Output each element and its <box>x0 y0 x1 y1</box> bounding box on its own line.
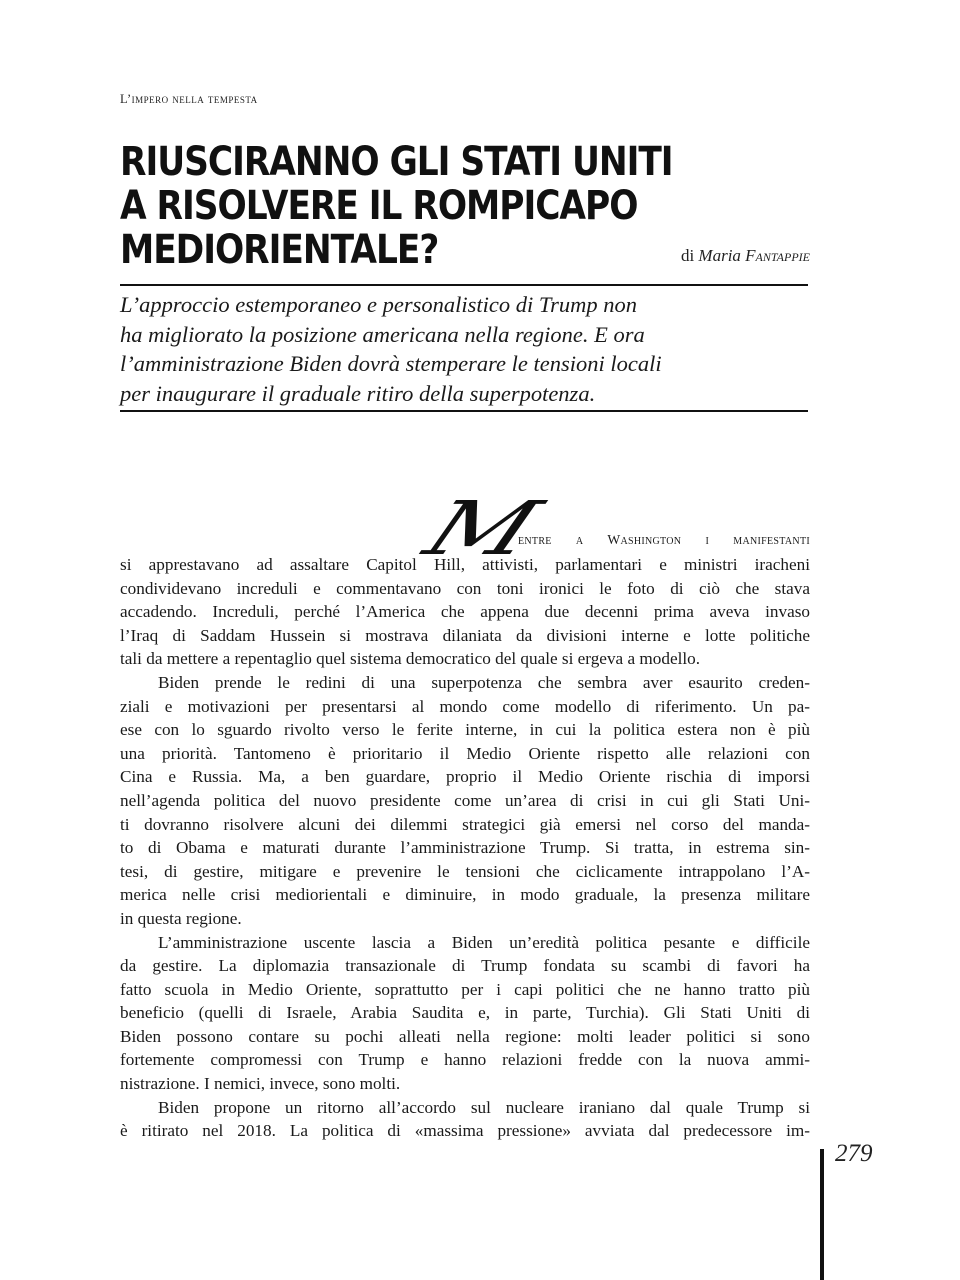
abstract <box>120 290 810 408</box>
body-line: to di Obama e maturati durante l’amministrazione Trump. Si tratta, in estrema sin- <box>120 838 810 858</box>
body-line: l’Iraq di Saddam Hussein si mostrava dilaniata da divisioni interne e lotte politiche <box>120 625 810 645</box>
byline <box>681 246 810 266</box>
body-line: ziali e motivazioni per presentarsi al mondo come modello di riferimento. Un pa- <box>120 696 810 716</box>
body-line: merica nelle crisi mediorientali e diminuire, in modo graduale, la presenza militare <box>120 885 810 905</box>
body-line: fatto scuola in Medio Oriente, soprattutto per i capi politici che ne hanno tratto più <box>120 979 810 999</box>
title-line: RIUSCIRANNO GLI STATI UNITI <box>120 139 673 185</box>
body-line: in questa regione. <box>120 908 242 928</box>
body-line: Cina e Russia. Ma, a ben guardare, proprio il Medio Oriente rischia di imporsi <box>120 767 810 787</box>
article-body <box>120 486 810 1143</box>
author-surname: Fantappie <box>745 246 810 265</box>
body-line: Biden prende le redini di una superpotenza che sembra aver esaurito creden- <box>158 672 810 692</box>
author-name: Maria <box>698 246 741 265</box>
body-line: beneficio (quelli di Israele, Arabia Saudita e, in parte, Turchia). Gli Stati Uniti di <box>120 1003 810 1023</box>
body-line: ti dovranno risolvere alcuni dei dilemmi strategici già emersi nel corso del manda- <box>120 814 810 834</box>
body-line: ese con lo sguardo rivolto verso le ferite interne, in cui la politica estera non è più <box>120 720 810 740</box>
body-line: tesi, di gestire, mitigare e prevenire le tensioni che ciclicamente intrappolano l’A- <box>120 861 810 881</box>
body-line: si apprestavano ad assaltare Capitol Hill, attivisti, parlamentari e ministri iracheni <box>120 555 810 574</box>
page-number: 279 <box>835 1140 873 1167</box>
body-line: fortemente compromessi con Trump e hanno relazioni fredde con la nuova ammi- <box>120 1050 810 1070</box>
abstract-line: l’amministrazione Biden dovrà stemperare le tensioni locali <box>120 351 662 376</box>
abstract-rule-bottom <box>120 410 808 412</box>
abstract-line: ha migliorato la posizione americana nella regione. E ora <box>120 321 645 347</box>
body-line: tali da mettere a repentaglio quel sistema democratico del quale si ergeva a modello. <box>120 649 701 669</box>
byline-prefix: di <box>680 246 695 265</box>
margin-bar <box>820 1149 824 1280</box>
body-line: Biden possono contare su pochi alleati nella regione: molti leader politici si sono <box>120 1026 810 1046</box>
running-head: L’impero nella tempesta <box>120 92 258 106</box>
body-line: da gestire. La diplomazia transazionale di Trump fondata su scambi di favori ha <box>120 956 810 976</box>
body-line: condividevano increduli e commentavano con toni ironici le foto di ciò che stava <box>120 578 810 598</box>
body-line: L’amministrazione uscente lascia a Biden un’eredità politica pesante e difficile <box>158 932 810 952</box>
article-title <box>120 140 810 272</box>
body-line: accadendo. Increduli, perché l’America che appena due decenni prima aveva invaso <box>120 602 810 622</box>
body-line: Biden propone un ritorno all’accordo sul nucleare iraniano dal quale Trump si <box>158 1097 810 1117</box>
drop-cap-rest: entre a Washington i manifestanti <box>518 532 810 547</box>
body-line: una priorità. Tantomeno è prioritario il Medio Oriente rispetto alle relazioni con <box>120 743 810 763</box>
body-line: nell’agenda politica del nuovo presidente come un’area di crisi in cui gli Stati Uni- <box>120 790 810 810</box>
title-line: A RISOLVERE IL ROMPICAPO <box>120 183 638 229</box>
drop-cap: M <box>412 486 553 572</box>
title-line: MEDIORIENTALE? <box>120 227 439 273</box>
abstract-rule-top <box>120 284 808 286</box>
abstract-line: L’approccio estemporaneo e personalistico di Trump non <box>120 292 638 317</box>
body-line: nistrazione. I nemici, invece, sono molti. <box>120 1074 401 1094</box>
body-line: è ritirato nel 2018. La politica di «massima pressione» avviata dal predecessore im- <box>120 1121 810 1141</box>
abstract-line: per inaugurare il graduale ritiro della superpotenza. <box>120 380 596 406</box>
